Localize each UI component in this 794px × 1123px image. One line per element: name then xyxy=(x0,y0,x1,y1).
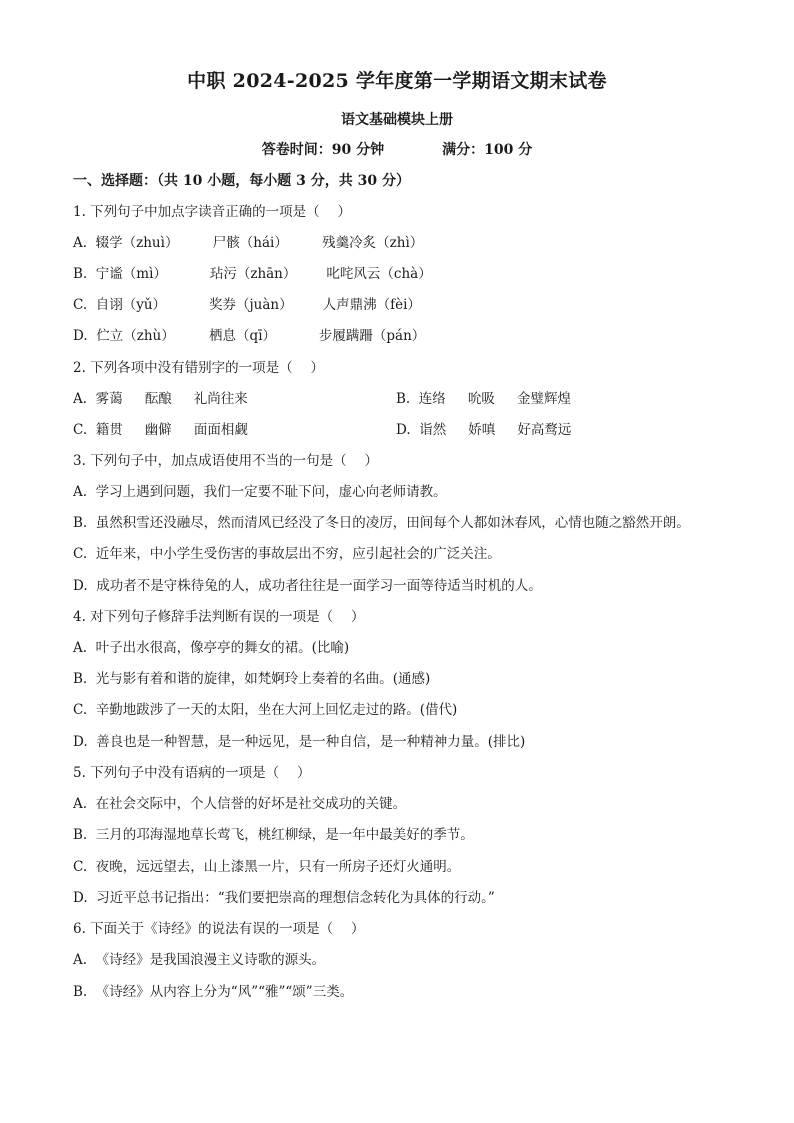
question-5-option-c: C. 夜晚，远远望去，山上漆黑一片，只有一所房子还灯火通明。 xyxy=(73,859,461,875)
question-4-option-b: B. 光与影有着和谐的旋律，如梵婀玲上奏着的名曲。(通感) xyxy=(73,671,431,687)
question-3-option-c: C. 近年来，中小学生受伤害的事故层出不穷，应引起社会的广泛关注。 xyxy=(73,546,501,562)
question-3-option-d: D. 成功者不是守株待兔的人，成功者往往是一面学习一面等待适当时机的人。 xyxy=(73,578,542,594)
question-1-stem: 1. 下列句子中加点字读音正确的一项是（ ） xyxy=(73,204,351,220)
question-2-option-c: C. 籍贯 幽僻 面面相觑 xyxy=(73,422,248,438)
question-1-option-b: B. 宁谧（mì） 玷污（zhān） 叱咤风云（chà） xyxy=(73,266,432,282)
question-4-stem: 4. 对下列句子修辞手法判断有误的一项是（ ） xyxy=(73,609,365,625)
question-2-stem: 2. 下列各项中没有错别字的一项是（ ） xyxy=(73,360,324,376)
question-5-option-d: D. 习近平总书记指出：“我们要把崇高的理想信念转化为具体的行动。” xyxy=(73,890,495,906)
question-4-option-a: A. 叶子出水很高，像亭亭的舞女的裙。(比喻) xyxy=(73,640,350,656)
question-2-option-b: B. 连络 吮吸 金璧辉煌 xyxy=(396,391,571,407)
question-6-option-a: A. 《诗经》是我国浪漫主义诗歌的源头。 xyxy=(73,952,326,968)
question-2-option-a: A. 雾蔼 酝酿 礼尚往来 xyxy=(73,391,248,407)
question-1-option-c: C. 自诩（yǔ） 奖券（juàn） 人声鼎沸（fèi） xyxy=(73,297,421,313)
question-2-option-d: D. 诣然 娇嗔 好高鹜远 xyxy=(396,422,572,438)
question-4-option-c: C. 辛勤地跋涉了一天的太阳，坐在大河上回忆走过的路。(借代) xyxy=(73,702,458,718)
question-6-stem: 6. 下面关于《诗经》的说法有误的一项是（ ） xyxy=(73,921,365,937)
question-6-option-b: B. 《诗经》从内容上分为“风”“雅”“颂”三类。 xyxy=(73,984,354,1000)
exam-title: 中职 2024-2025 学年度第一学期语文期末试卷 xyxy=(187,70,607,92)
exam-info xyxy=(0,139,794,159)
question-3-option-b: B. 虽然积雪还没融尽，然而清风已经没了冬日的凌厉，田间每个人都如沐春风，心情也随之豁然开朗。 xyxy=(73,515,690,531)
question-5-option-a: A. 在社会交际中，个人信誉的好坏是社交成功的关键。 xyxy=(73,796,407,812)
question-3-option-a: A. 学习上遇到问题，我们一定要不耻下问，虚心向老师请教。 xyxy=(73,484,447,500)
question-1-option-a: A. 辍学（zhuì） 尸骸（hái） 残羹冷炙（zhì） xyxy=(73,235,424,251)
section-heading: 一、选择题：（共 10 小题，每小题 3 分，共 30 分） xyxy=(73,173,410,189)
question-1-option-d: D. 伫立（zhù） 栖息（qī） 步履蹒跚（pán） xyxy=(73,328,426,344)
question-5-option-b: B. 三月的邛海湿地草长莺飞，桃红柳绿，是一年中最美好的季节。 xyxy=(73,827,474,843)
question-4-option-d: D. 善良也是一种智慧，是一种远见，是一种自信，是一种精神力量。(排比) xyxy=(73,734,526,750)
exam-score: 满分：100 分 xyxy=(442,142,533,158)
question-5-stem: 5. 下列句子中没有语病的一项是（ ） xyxy=(73,765,311,781)
exam-subtitle: 语文基础模块上册 xyxy=(341,112,453,128)
exam-time: 答卷时间：90 分钟 xyxy=(261,142,385,158)
question-3-stem: 3. 下列句子中，加点成语使用不当的一句是（ ） xyxy=(73,453,378,469)
